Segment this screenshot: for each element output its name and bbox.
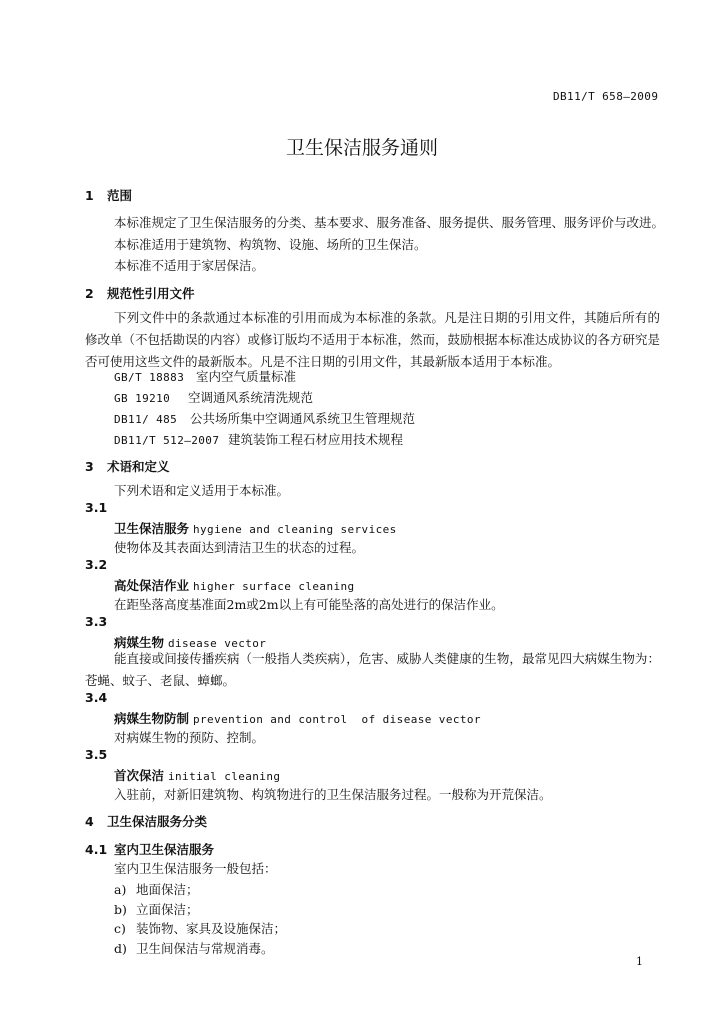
term-title (114, 519, 397, 538)
page-number: 1 (636, 955, 643, 968)
term-en: disease vector (168, 637, 267, 650)
reference-item (114, 409, 415, 428)
list-item (114, 919, 286, 937)
subsection-title: 室内卫生保洁服务 (114, 842, 215, 857)
paragraph: 本标准规定了卫生保洁服务的分类、基本要求、服务准备、服务提供、服务管理、服务评价与改进。 (114, 215, 665, 230)
term-en: hygiene and cleaning services (193, 523, 397, 536)
clause-number: 3.5 (85, 747, 108, 762)
reference-item (114, 367, 296, 386)
section-3-heading (85, 457, 170, 475)
section-title: 范围 (107, 188, 133, 203)
section-1-heading (85, 186, 132, 204)
section-number: 1 (85, 188, 94, 203)
term-zh: 高处保洁作业 (114, 578, 190, 593)
list-marker: a) (114, 882, 127, 897)
section-2-heading (85, 284, 195, 302)
section-number: 3 (85, 459, 94, 474)
reference-name: 室内空气质量标准 (196, 369, 297, 384)
subsection-number: 4.1 (85, 842, 108, 857)
list-marker: b) (114, 902, 127, 917)
clause-number: 3.2 (85, 557, 108, 572)
paragraph: 下列术语和定义适用于本标准。 (114, 483, 290, 498)
term-en: prevention and control of disease vector (193, 713, 481, 726)
term-definition: 对病媒生物的预防、控制。 (114, 730, 265, 745)
paragraph: 本标准适用于建筑物、构筑物、设施、场所的卫生保洁。 (114, 237, 427, 252)
term-en: higher surface cleaning (193, 580, 355, 593)
list-item (114, 880, 199, 898)
reference-name: 公共场所集中空调通风系统卫生管理规范 (190, 411, 416, 426)
section-number: 2 (85, 286, 94, 301)
term-title (114, 576, 355, 595)
term-zh: 卫生保洁服务 (114, 521, 190, 536)
paragraph: 本标准不适用于家居保洁。 (114, 258, 265, 273)
list-item (114, 939, 274, 957)
term-definition: 使物体及其表面达到清洁卫生的状态的过程。 (114, 540, 365, 555)
list-text: 地面保洁； (136, 882, 199, 897)
clause-number: 3.4 (85, 690, 108, 705)
reference-code: GB/T 18883 (114, 371, 185, 384)
term-title (114, 766, 280, 785)
section-number: 4 (85, 814, 94, 829)
paragraph: 下列文件中的条款通过本标准的引用而成为本标准的条款。凡是注日期的引用文件，其随后所有的修改单（不包括勘误的内容）或修订版均不适用于本标准，然而，鼓励根据本标准达成协议的各方研究是否可使用这些文件的最新版本。凡是不注日期的引用文件，其最新版本适用于本标准。 (85, 310, 661, 369)
subsection-4-1-heading (85, 840, 214, 858)
reference-name: 建筑装饰工程石材应用技术规程 (228, 432, 404, 447)
term-zh: 首次保洁 (114, 768, 165, 783)
section-title: 卫生保洁服务分类 (107, 814, 208, 829)
list-item (114, 900, 199, 918)
term-definition: 入驻前，对新旧建筑物、构筑物进行的卫生保洁服务过程。一般称为开荒保洁。 (114, 787, 552, 802)
document-title: 卫生保洁服务通则 (285, 137, 438, 159)
term-definition: 能直接或间接传播疾病（一般指人类疾病），危害、威胁人类健康的生物，最常见四大病媒生物为：苍蝇、蚊子、老鼠、蟑螂。 (85, 651, 660, 688)
clause-number: 3.3 (85, 614, 108, 629)
reference-name: 空调通风系统清洗规范 (188, 390, 314, 405)
reference-item (114, 430, 403, 449)
reference-code: DB11/T 512—2007 (114, 434, 220, 447)
section-title: 术语和定义 (107, 459, 170, 474)
list-text: 装饰物、家具及设施保洁； (136, 921, 287, 936)
list-marker: c) (114, 921, 126, 936)
document-code: DB11/T 658—2009 (553, 90, 659, 103)
term-zh: 病媒生物防制 (114, 711, 190, 726)
reference-code: GB 19210 (114, 392, 171, 405)
list-text: 卫生间保洁与常规消毒。 (136, 941, 274, 956)
reference-item (114, 388, 313, 407)
section-4-heading (85, 812, 207, 830)
list-marker: d) (114, 941, 127, 956)
term-definition: 在距坠落高度基准面2m或2m以上有可能坠落的高处进行的保洁作业。 (114, 597, 504, 612)
list-text: 立面保洁； (136, 902, 199, 917)
term-zh: 病媒生物 (114, 635, 165, 650)
section-title: 规范性引用文件 (107, 286, 195, 301)
clause-number: 3.1 (85, 500, 108, 515)
reference-code: DB11/ 485 (114, 413, 178, 426)
term-en: initial cleaning (168, 770, 281, 783)
term-title (114, 709, 481, 728)
paragraph: 室内卫生保洁服务一般包括： (114, 861, 277, 876)
